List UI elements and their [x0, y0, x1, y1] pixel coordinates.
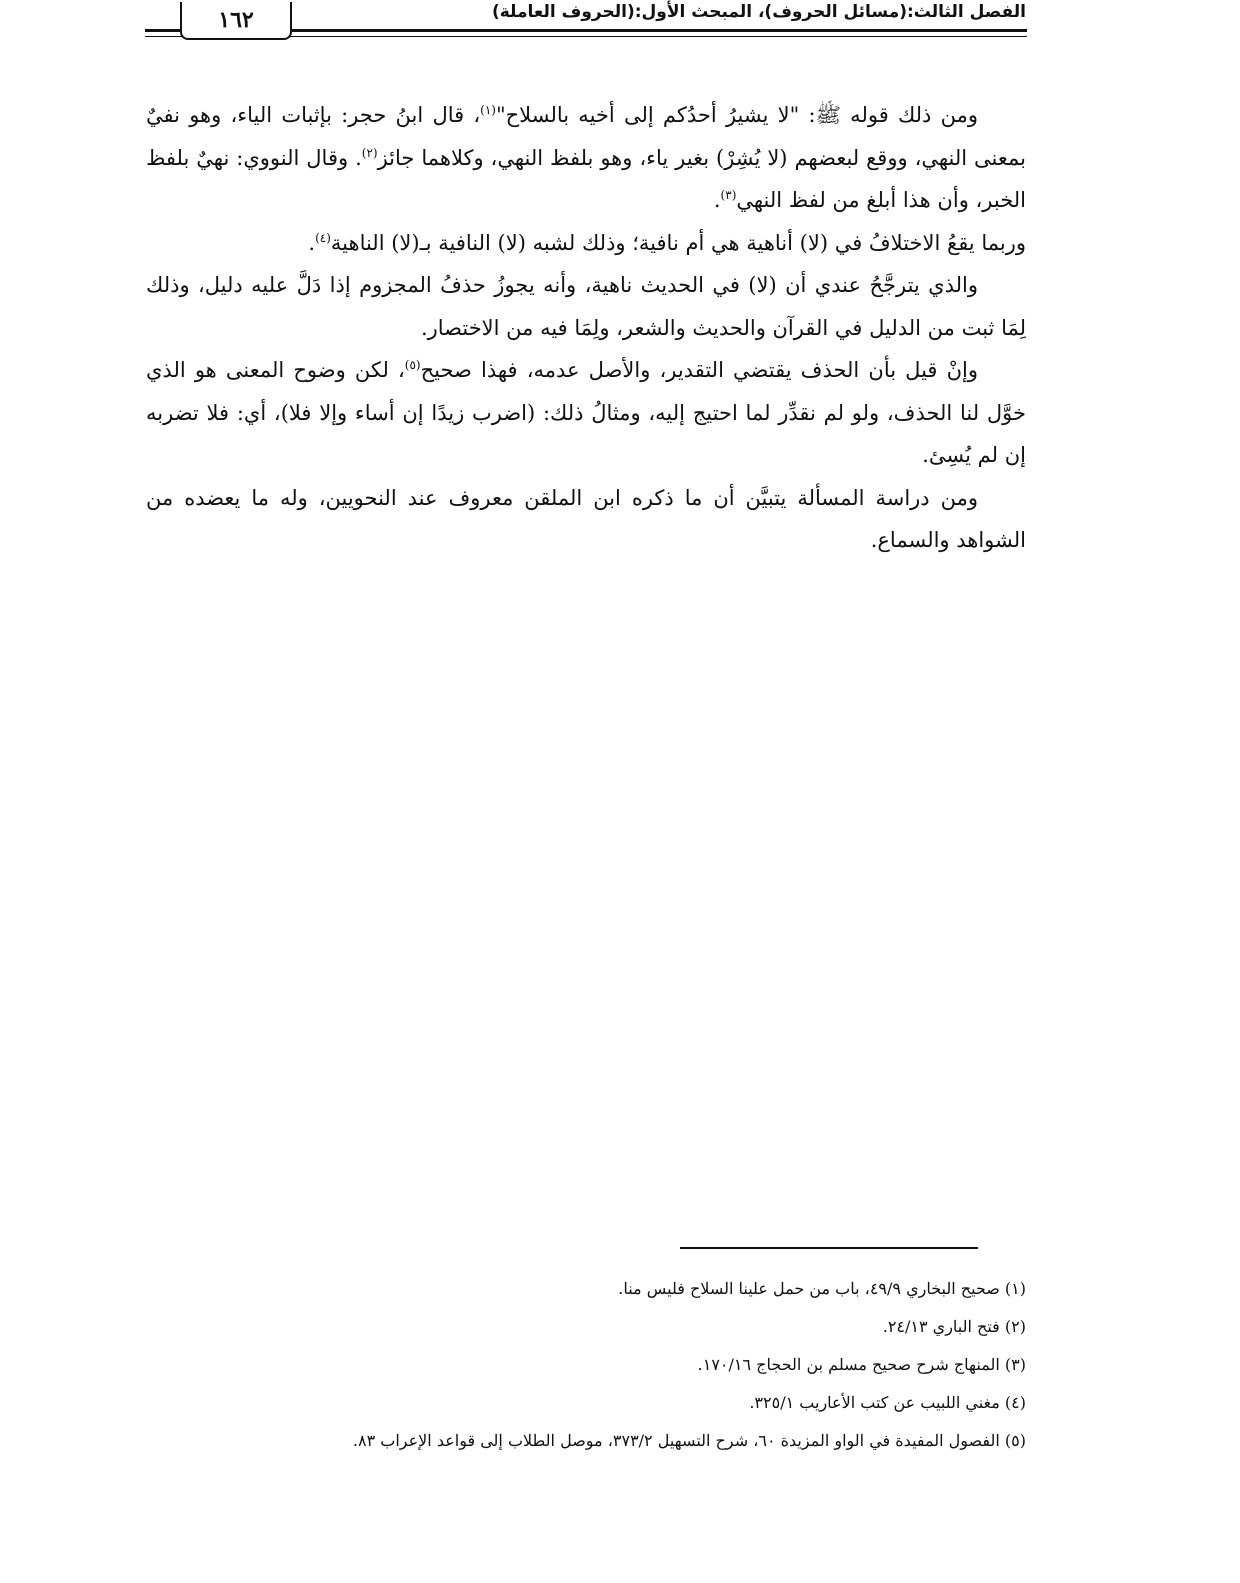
paragraph-text: . — [713, 188, 721, 212]
paragraph-text: ، قال ابنُ حجر: بإثبات الياء، وهو نفيٌ بمعنى النهي، ووقع لبعضهم (لا يُشِرْ) بغير ياء، وهو بلفظ النهي، وكلاهما جائز — [146, 103, 1026, 170]
page-number: ١٦٢ — [180, 2, 292, 40]
footnote-reference: (٣) — [720, 188, 737, 202]
paragraph-text: ومن ذلك قوله ﷺ: "لا يشيرُ أحدُكم إلى أخيه بالسلاح" — [495, 103, 978, 127]
paragraph-text: وإنْ قيل بأن الحذف يقتضي التقدير، والأصل عدمه، فهذا صحيح — [420, 358, 978, 382]
header-section: (مسائل الحروف)، المبحث الأول:(الحروف العاملة) — [491, 2, 907, 22]
footnote-reference: (٥) — [404, 358, 421, 372]
footnote-item: (٥) الفصول المفيدة في الواو المزيدة ٦٠، شرح التسهيل ٣٧٣/٢، موصل الطلاب إلى قواعد الإعراب ٨٣. — [352, 1431, 1026, 1450]
paragraph — [146, 222, 1026, 265]
paragraph-text: ومن دراسة المسألة يتبيَّن أن ما ذكره ابن الملقن معروف عند النحويين، وله ما يعضده من الشواهد والسماع. — [146, 485, 1026, 552]
footnote-reference: (٢) — [361, 145, 378, 160]
footnote-reference: (١) — [480, 103, 496, 117]
paragraph-text: . وقال النووي: نهيٌ بلفظ الخبر، وأن هذا أبلغ من لفظ النهي — [146, 145, 1026, 212]
header-chapter: الفصل الثالث: — [907, 2, 1026, 22]
paragraph-text: وربما يقعُ الاختلافُ في (لا) أناهية هي أم نافية؛ وذلك لشبه (لا) النافية بـ(لا) الناهية — [330, 230, 1026, 255]
paragraph — [146, 264, 1026, 349]
body-text — [146, 94, 1026, 562]
paragraph-text: ، لكن وضوح المعنى هو الذي خوَّل لنا الحذف، ولو لم نقدِّر لما احتيج إليه، ومثالُ ذلك: (اضرب زيدًا إن أساء وإلا فلا)، أي: فلا تضربه إن لم يُسِئ. — [146, 358, 1026, 467]
footnote-separator — [680, 1247, 978, 1249]
paragraph — [146, 349, 1026, 477]
running-header — [492, 2, 1026, 22]
paragraph-text: . — [308, 230, 316, 255]
footnote-reference: (٤) — [315, 230, 331, 245]
paragraph — [146, 477, 1026, 562]
footnote-item: (١) صحيح البخاري ٤٩/٩، باب من حمل علينا السلاح فليس منا. — [618, 1279, 1026, 1298]
paragraph — [146, 94, 1026, 222]
footnote-item: (٤) مغني اللبيب عن كتب الأعاريب ٣٢٥/١. — [749, 1393, 1026, 1412]
paragraph-text: والذي يترجَّحُ عندي أن (لا) في الحديث ناهية، وأنه يجوزُ حذفُ المجزوم إذا دَلَّ عليه دليل، وذلك لِمَا ثبت من الدليل في القرآن والحديث والشعر، ولِمَا فيه من الاختصار. — [146, 273, 1026, 340]
footnote-item: (٢) فتح الباري ٢٤/١٣. — [882, 1317, 1026, 1336]
footnotes — [206, 1270, 1026, 1460]
footnote-item: (٣) المنهاج شرح صحيح مسلم بن الحجاج ١٧٠/١٦. — [697, 1355, 1026, 1374]
